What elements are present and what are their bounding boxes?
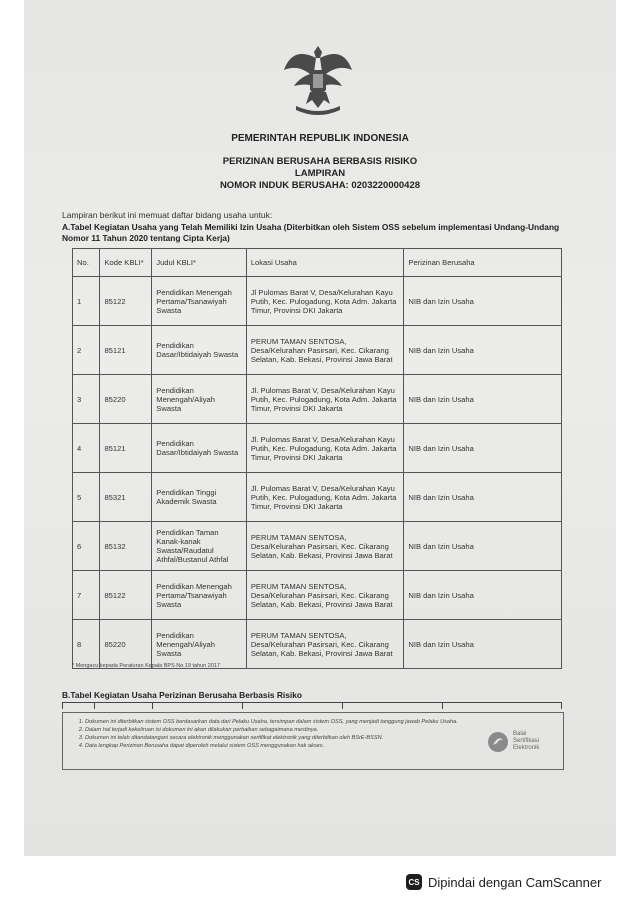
cell-lokasi: PERUM TAMAN SENTOSA, Desa/Kelurahan Pasirsari, Kec. Cikarang Selatan, Kab. Bekasi, Provinsi Jawa Barat <box>246 522 404 571</box>
cell-kode: 85122 <box>100 571 152 620</box>
cell-judul: Pendidikan Menengah Pertama/Tsanawiyah Swasta <box>152 571 247 620</box>
cell-izin: NIB dan Izin Usaha <box>404 620 562 669</box>
cell-judul: Pendidikan Menengah/Aliyah Swasta <box>152 620 247 669</box>
header-perizinan: Perizinan Berusaha <box>404 249 562 277</box>
government-heading: PEMERINTAH REPUBLIK INDONESIA <box>231 133 409 144</box>
cell-lokasi: Jl. Pulomas Barat V, Desa/Kelurahan Kayu Putih, Kec. Pulogadung, Kota Adm. Jakarta Timur, Provinsi DKI Jakarta <box>246 424 404 473</box>
business-activities-table <box>72 248 562 669</box>
camscanner-icon: CS <box>406 874 422 890</box>
cell-kode: 85121 <box>100 424 152 473</box>
intro-text: Lampiran berikut ini memuat daftar bidang usaha untuk: <box>62 210 273 220</box>
bsre-logo <box>487 729 557 757</box>
cell-izin: NIB dan Izin Usaha <box>404 326 562 375</box>
cell-judul: Pendidikan Menengah/Aliyah Swasta <box>152 375 247 424</box>
section-b-table-stub <box>62 702 562 709</box>
cell-judul: Pendidikan Taman Kanak-kanak Swasta/Raudatul Athfal/Bustanul Athfal <box>152 522 247 571</box>
cell-no: 3 <box>73 375 100 424</box>
header-lokasi-usaha: Lokasi Usaha <box>246 249 404 277</box>
cell-kode: 85321 <box>100 473 152 522</box>
header-judul-kbli: Judul KBLI* <box>152 249 247 277</box>
table-row <box>73 424 562 473</box>
bsre-logo-icon <box>487 731 509 753</box>
cell-lokasi: Jl. Pulomas Barat V, Desa/Kelurahan Kayu Putih, Kec. Pulogadung, Kota Adm. Jakarta Timur, Provinsi DKI Jakarta <box>246 375 404 424</box>
camscanner-watermark <box>406 873 601 891</box>
cell-no: 4 <box>73 424 100 473</box>
table-row <box>73 326 562 375</box>
section-b-title: B.Tabel Kegiatan Usaha Perizinan Berusaha Berbasis Risiko <box>62 690 303 700</box>
cell-no: 1 <box>73 277 100 326</box>
cell-no: 7 <box>73 571 100 620</box>
header-no: No. <box>73 249 100 277</box>
table-row <box>73 375 562 424</box>
cell-lokasi: Jl Pulomas Barat V, Desa/Kelurahan Kayu Putih, Kec. Pulogadung, Kota Adm. Jakarta Timur, Provinsi DKI Jakarta <box>246 277 404 326</box>
document-title: PERIZINAN BERUSAHA BERBASIS RISIKO <box>222 156 418 167</box>
cell-izin: NIB dan Izin Usaha <box>404 522 562 571</box>
bsre-text-line2: Sertifikasi <box>513 738 540 744</box>
cell-no: 6 <box>73 522 100 571</box>
table-row <box>73 571 562 620</box>
table-header-row <box>73 249 562 277</box>
bsre-text-line1: Balai <box>513 731 527 737</box>
notes-box <box>62 712 564 770</box>
cell-kode: 85220 <box>100 620 152 669</box>
table-row <box>73 522 562 571</box>
camscanner-label: Dipindai dengan CamScanner <box>428 874 602 890</box>
cell-lokasi: PERUM TAMAN SENTOSA, Desa/Kelurahan Pasirsari, Kec. Cikarang Selatan, Kab. Bekasi, Provinsi Jawa Barat <box>246 571 404 620</box>
cell-no: 8 <box>73 620 100 669</box>
table-row <box>73 620 562 669</box>
bsre-text-line3: Elektronik <box>513 745 540 751</box>
table-row <box>73 277 562 326</box>
table-row <box>73 473 562 522</box>
table-footnote: * Mengacu kepada Peraturan Kepala BPS No.19 tahun 2017 <box>72 663 220 669</box>
note-item: 1. Dokumen ini diterbitkan sistem OSS berdasarkan data dari Pelaku Usaha, tersimpan dalam sistem OSS, yang menjadi tanggung jawab Pelaku Usaha. <box>85 718 485 726</box>
cell-kode: 85132 <box>100 522 152 571</box>
note-item: 3. Dokumen ini telah ditandatangani secara elektronik menggunakan sertifikat elektronik yang diterbitkan oleh BSrE-BSSN. <box>85 734 485 742</box>
document-subtitle: LAMPIRAN <box>294 168 346 179</box>
garuda-emblem-icon <box>280 40 356 120</box>
header-kode-kbli: Kode KBLI* <box>100 249 152 277</box>
cell-judul: Pendidikan Tinggi Akademik Swasta <box>152 473 247 522</box>
cell-no: 5 <box>73 473 100 522</box>
cell-judul: Pendidikan Menengah Pertama/Tsanawiyah Swasta <box>152 277 247 326</box>
cell-izin: NIB dan Izin Usaha <box>404 424 562 473</box>
cell-izin: NIB dan Izin Usaha <box>404 375 562 424</box>
cell-judul: Pendidikan Dasar/Ibtidaiyah Swasta <box>152 326 247 375</box>
cell-izin: NIB dan Izin Usaha <box>404 473 562 522</box>
cell-kode: 85122 <box>100 277 152 326</box>
note-item: 4. Data lengkap Perizinan Berusaha dapat diperoleh melalui sistem OSS menggunakan hak akses. <box>85 742 485 750</box>
note-item: 2. Dalam hal terjadi kekeliruan isi dokumen ini akan dilakukan perbaikan sebagaimana mestinya. <box>85 726 485 734</box>
cell-lokasi: Jl. Pulomas Barat V, Desa/Kelurahan Kayu Putih, Kec. Pulogadung, Kota Adm. Jakarta Timur, Provinsi DKI Jakarta <box>246 473 404 522</box>
cell-izin: NIB dan Izin Usaha <box>404 277 562 326</box>
cell-kode: 85220 <box>100 375 152 424</box>
cell-judul: Pendidikan Dasar/Ibtidaiyah Swasta <box>152 424 247 473</box>
cell-kode: 85121 <box>100 326 152 375</box>
nib-number: NOMOR INDUK BERUSAHA: 0203220000428 <box>219 180 421 191</box>
cell-izin: NIB dan Izin Usaha <box>404 571 562 620</box>
cell-no: 2 <box>73 326 100 375</box>
section-a-title: A.Tabel Kegiatan Usaha yang Telah Memiliki Izin Usaha (Diterbitkan oleh Sistem OSS sebelum implementasi Undang-Undang Nomor 11 Tahun 2020 tentang Cipta Kerja) <box>62 222 560 243</box>
cell-lokasi: PERUM TAMAN SENTOSA, Desa/Kelurahan Pasirsari, Kec. Cikarang Selatan, Kab. Bekasi, Provinsi Jawa Barat <box>246 326 404 375</box>
cell-lokasi: PERUM TAMAN SENTOSA, Desa/Kelurahan Pasirsari, Kec. Cikarang Selatan, Kab. Bekasi, Provinsi Jawa Barat <box>246 620 404 669</box>
